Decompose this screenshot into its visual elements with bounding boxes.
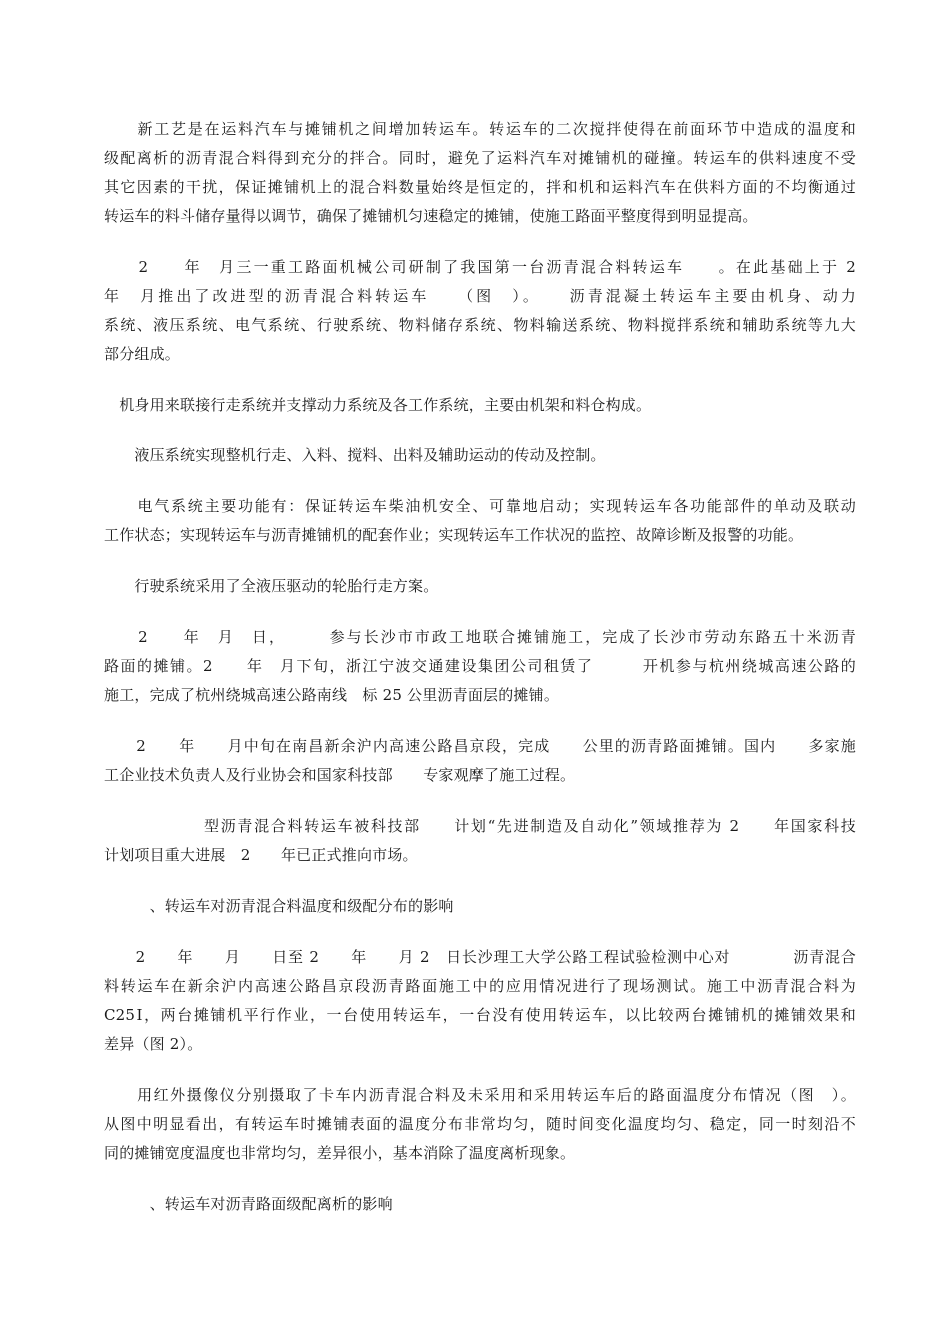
paragraph-11-line-2: 料转运车在新余沪内高速公路昌京段沥青路面施工中的应用情况进行了现场测试。施工中沥青混合料为 [104,977,856,995]
paragraph-2-line-1: 2 年 月三一重工路面机械公司研制了我国第一台沥青混合料转运车 。在此基础上于 2 [104,258,856,276]
paragraph-7-line-1: 2 年 月 日， 参与长沙市市政工地联合摊铺施工，完成了长沙市劳动东路五十米沥青 [104,628,856,646]
paragraph-12-line-1: 用红外摄像仪分别摄取了卡车内沥青混合料及未采用和采用转运车后的路面温度分布情况（图 ）。 [104,1086,856,1104]
paragraph-13-line-1: 、转运车对沥青路面级配离析的影响 [104,1195,393,1213]
paragraph-11-line-4: 差异（图 2）。 [104,1035,203,1053]
paragraph-11-line-1: 2 年 月 日至 2 年 月 2 日长沙理工大学公路工程试验检测中心对 沥青混合 [104,948,856,966]
paragraph-2-line-2: 年 月推出了改进型的沥青混合料转运车 （图 ）。 沥青混凝土转运车主要由机身、动力 [104,287,856,305]
paragraph-10-line-1: 、转运车对沥青混合料温度和级配分布的影响 [104,897,454,915]
paragraph-8-line-1: 2 年 月中旬在南昌新余沪内高速公路昌京段，完成 公里的沥青路面摊铺。国内 多家施 [104,737,856,755]
paragraph-6-line-1: 行驶系统采用了全液压驱动的轮胎行走方案。 [104,577,439,595]
paragraph-11-line-3: C25Ⅰ，两台摊铺机平行作业，一台使用转运车，一台没有使用转运车，以比较两台摊铺机的摊铺效果和 [104,1006,856,1024]
paragraph-1-line-1: 新工艺是在运料汽车与摊铺机之间增加转运车。转运车的二次搅拌使得在前面环节中造成的温度和 [104,120,856,138]
paragraph-1-line-3: 其它因素的干扰，保证摊铺机上的混合料数量始终是恒定的，拌和机和运料汽车在供料方面的不均衡通过 [104,178,856,196]
paragraph-1-line-2: 级配离析的沥青混合料得到充分的拌合。同时，避免了运料汽车对摊铺机的碰撞。转运车的供料速度不受 [104,149,856,167]
paragraph-2-line-4: 部分组成。 [104,345,181,363]
paragraph-3-line-1: 机身用来联接行走系统并支撑动力系统及各工作系统，主要由机架和料仓构成。 [104,396,652,414]
paragraph-5-line-2: 工作状态；实现转运车与沥青摊铺机的配套作业；实现转运车工作状况的监控、故障诊断及报警的功能。 [104,526,804,544]
paragraph-9-line-1: 型沥青混合料转运车被科技部 计划“先进制造及自动化”领域推荐为 2 年国家科技 [104,817,856,835]
paragraph-7-line-3: 施工，完成了杭州绕城高速公路南线 标 25 公里沥青面层的摊铺。 [104,686,560,704]
paragraph-4-line-1: 液压系统实现整机行走、入料、搅料、出料及辅助运动的传动及控制。 [104,446,606,464]
paragraph-1-line-4: 转运车的料斗储存量得以调节，确保了摊铺机匀速稳定的摊铺，使施工路面平整度得到明显提高。 [104,207,758,225]
paragraph-2-line-3: 系统、液压系统、电气系统、行驶系统、物料储存系统、物料输送系统、物料搅拌系统和辅助系统等九大 [104,316,856,334]
paragraph-5-line-1: 电气系统主要功能有：保证转运车柴油机安全、可靠地启动；实现转运车各功能部件的单动及联动 [104,497,856,515]
paragraph-9-line-2: 计划项目重大进展 2 年已正式推向市场。 [104,846,418,864]
paragraph-8-line-2: 工企业技术负责人及行业协会和国家科技部 专家观摩了施工过程。 [104,766,576,784]
paragraph-12-line-2: 从图中明显看出，有转运车时摊铺表面的温度分布非常均匀，随时间变化温度均匀、稳定，同一时刻沿不 [104,1115,856,1133]
paragraph-7-line-2: 路面的摊铺。2 年 月下旬，浙江宁波交通建设集团公司租赁了 开机参与杭州绕城高速公路的 [104,657,856,675]
paragraph-12-line-3: 同的摊铺宽度温度也非常均匀，差异很小，基本消除了温度离析现象。 [104,1144,576,1162]
